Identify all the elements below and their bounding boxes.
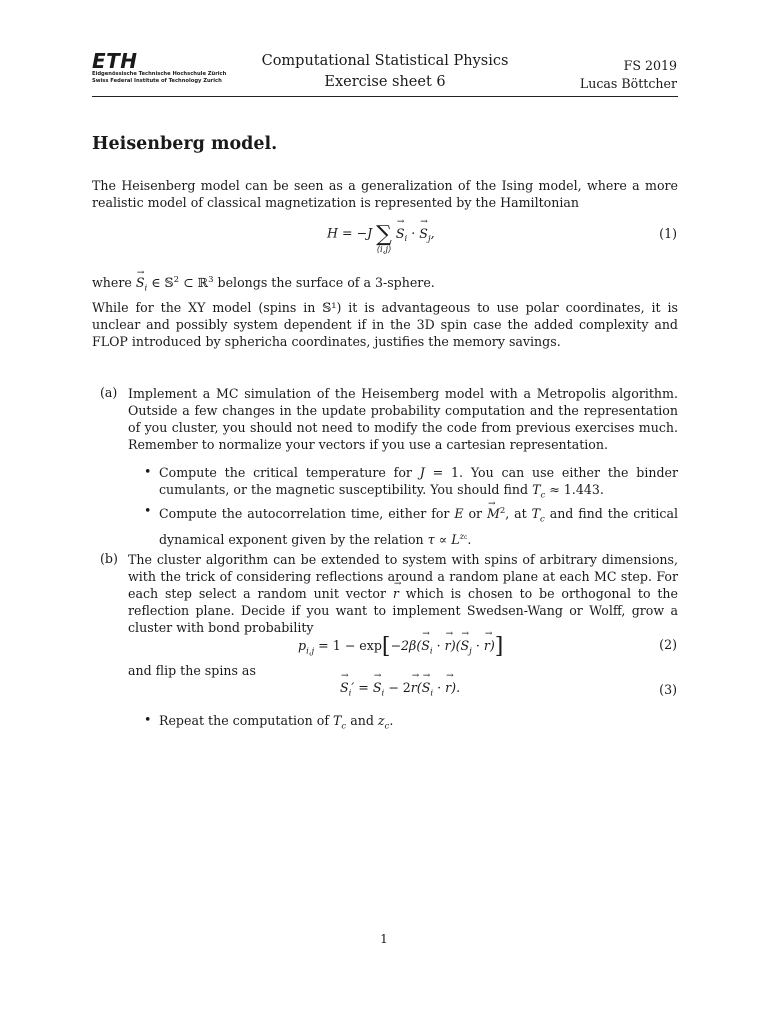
term: FS 2019 xyxy=(623,58,677,73)
header-rule xyxy=(92,96,678,97)
sheet-title: Exercise sheet 6 xyxy=(324,74,446,90)
b1b: . You can use either the binder cumulants, or the magnetic susceptibility. You should find xyxy=(159,465,679,497)
part-a-bullet-2: Compute the autocorrelation time, either for E or → $M^2$, at $T_c$ and find the critical dynamical exponent given by the relation $\tau \propto L^{zc}$. xyxy=(159,503,678,548)
equation-3: → $S_i'$ = → $S_i - 2\to r(\to S_i$ · → r). xyxy=(340,680,460,699)
equation-1-number: (1) xyxy=(659,226,677,241)
intro-paragraph: The Heisenberg model can be seen as a generalization of the Ising model, where a more realistic model of classical magnetization is represented by the Hamiltonian xyxy=(92,178,678,210)
logo-mark: ETH xyxy=(92,49,138,73)
b2c: , at xyxy=(505,506,527,522)
b1a: Compute the critical temperature for xyxy=(159,465,412,480)
equation-1: H = −J ∑ ⟨i,j⟩ → $S_i$ · → $S_j$, xyxy=(327,219,435,249)
flip-text: and flip the spins as xyxy=(128,663,256,678)
bullet-dot: • xyxy=(144,464,152,479)
pbb-b: and xyxy=(350,713,374,728)
equation-2-number: (2) xyxy=(659,637,677,652)
bullet-dot: • xyxy=(144,712,152,727)
equation-2: $p_{i,j} = 1 - \exp[-2\beta(\to S_i$ · → $r)(\to S_j$ · → r)] xyxy=(298,634,503,659)
equation-3-number: (3) xyxy=(659,682,677,697)
part-b-bullet: Repeat the computation of $T_c$ and $z_c$. xyxy=(159,713,394,732)
b2a: Compute the autocorrelation time, either for xyxy=(159,506,450,522)
b2b: or xyxy=(468,506,483,522)
b1c: 1.443. xyxy=(563,482,604,497)
logo-line-english: Swiss Federal Institute of Technology Zurich xyxy=(92,78,222,84)
where-suffix: belongs the surface of a 3-sphere. xyxy=(217,275,435,291)
xy-paragraph: While for the XY model (spins in 𝕊¹) it is advantageous to use polar coordinates, it is unclear and possibly system dependent if in the 3D spin case the added complexity and FLOP introduced by sphericha coordinates, justifies the memory savings. xyxy=(92,300,678,349)
where-line: where → $S_i$ ∈ 𝕊$^2$ ⊂ ℝ$^3$ belongs the surface of a 3-sphere. xyxy=(92,272,435,298)
pbb-a: Repeat the computation of xyxy=(159,713,329,728)
part-a-label: (a) xyxy=(100,385,118,400)
part-b-text: The cluster algorithm can be extended to system with spins of arbitrary dimensions, with the trick of considering reflections around a random plane at each MC step. For each step select a random unit vector → r which is chosen to be orthogonal to the reflection plane. Decide if you want to implement Swedsen-Wang or Wolff, grow a cluster with bond probability xyxy=(128,551,678,636)
b2d: and find the critical dynamical exponent given by the relation xyxy=(159,506,678,547)
logo-line-german: Eidgenössische Technische Hochschule Zürich xyxy=(92,71,227,77)
where-prefix: where xyxy=(92,275,132,291)
pb-text-a: The cluster algorithm can be extended to system with spins of arbitrary dimensions, with the trick of considering reflections around a random plane at each MC step. For each step select a random unit vector xyxy=(128,552,678,601)
part-a-bullet-1: Compute the critical temperature for J = 1. You can use either the binder cumulants, or the magnetic susceptibility. You should find $T_c \approx 1.443$. xyxy=(159,465,679,501)
course-title: Computational Statistical Physics xyxy=(261,53,509,69)
bullet-dot: • xyxy=(144,503,152,518)
page-number: 1 xyxy=(380,932,388,946)
section-title: Heisenberg model. xyxy=(92,134,278,154)
part-a-text: Implement a MC simulation of the Heisemberg model with a Metropolis algorithm. Outside a few changes in the update probability computation and the representation of you cluster, you should not need to modify the code from previous exercises much. Remember to normalize your vectors if you use a cartesian representation. xyxy=(128,386,678,452)
part-b-label: (b) xyxy=(100,551,118,566)
author: Lucas Böttcher xyxy=(579,76,677,91)
pb-text-b: which is chosen to be orthogonal to the reflection plane. Decide if you want to implement Swedsen-Wang or Wolff, grow a cluster with bond probability xyxy=(128,586,678,635)
